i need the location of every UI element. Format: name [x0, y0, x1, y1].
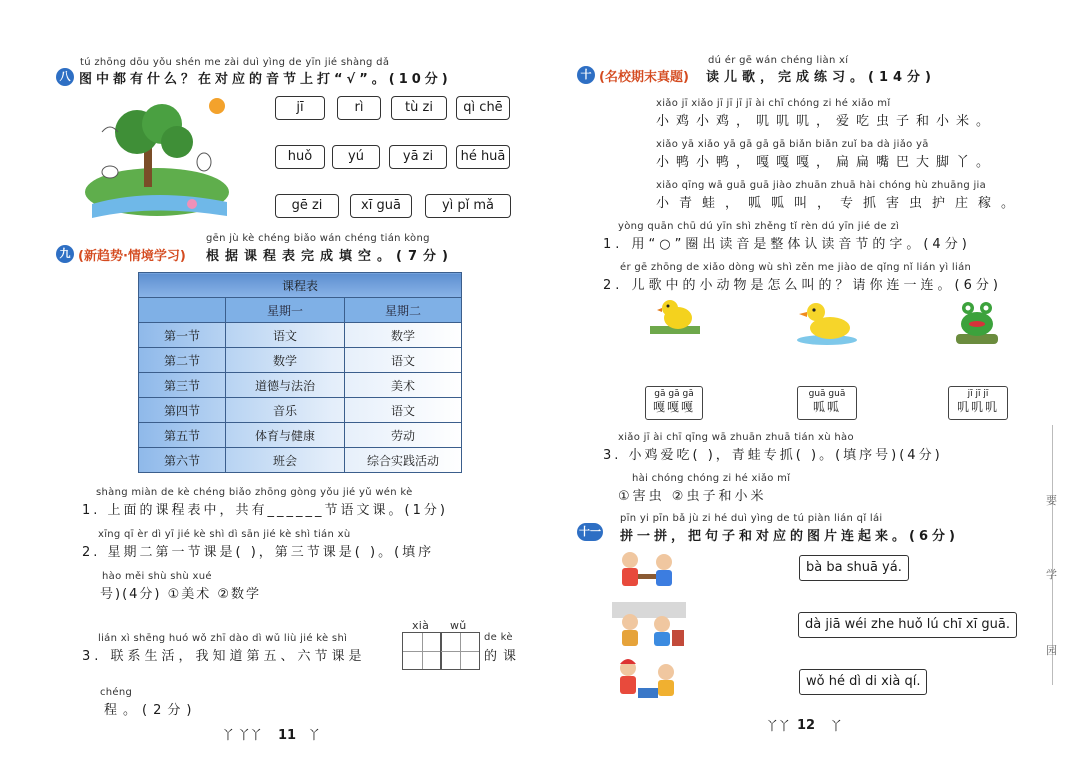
q9-1-text: 1. 上面的课程表中，共有______节语文课。(1分): [82, 503, 448, 518]
option-ri[interactable]: rì: [337, 96, 381, 120]
tuesday-subject: 语文: [345, 398, 462, 423]
park-scene-illustration: [82, 92, 232, 222]
section-10-title-pinyin: dú ér gē wán chéng liàn xí: [708, 55, 849, 66]
monday-subject: 语文: [226, 323, 345, 348]
section-9-title: 根据课程表完成填空。(7分): [206, 249, 454, 264]
table-row: [139, 448, 462, 473]
tree-trunk: [144, 147, 152, 187]
table-row: [139, 323, 462, 348]
brushing-teeth-illustration: [612, 548, 684, 594]
sound-hanzi: 呱呱: [812, 400, 841, 414]
period-label: 第二节: [139, 348, 226, 373]
sound-box-guagua[interactable]: [797, 386, 857, 420]
sentence-box-2[interactable]: dà jiā wéi zhe huǒ lú chī xī guā.: [798, 612, 1017, 638]
q9-2b-text: 号)(4分) ①美术 ②数学: [100, 587, 262, 602]
option-hehua[interactable]: hé huā: [456, 145, 510, 169]
sentence-box-3[interactable]: wǒ hé dì di xià qí.: [799, 669, 927, 695]
page-ornament: 丫: [830, 719, 843, 733]
schedule-header-cell: [139, 298, 226, 323]
tuesday-subject: 美术: [345, 373, 462, 398]
rabbit-icon: [197, 153, 211, 171]
period-label: 第六节: [139, 448, 226, 473]
page-ornament: 丫 丫丫: [222, 728, 262, 742]
monday-subject: 数学: [226, 348, 345, 373]
q9-3b-pinyin: chéng: [100, 687, 133, 698]
sound-pinyin: gā gā gā: [654, 389, 694, 399]
section-8-badge: 八: [56, 68, 74, 86]
monday-subject: 班会: [226, 448, 345, 473]
option-huo[interactable]: huǒ: [275, 145, 325, 169]
q10-3b-pinyin: hài chóng chóng zi hé xiǎo mǐ: [632, 473, 791, 484]
section-8-title-pinyin: tú zhōng dōu yǒu shén me zài duì yìng de yīn jié shàng dǎ: [80, 57, 390, 68]
q9-2-text: 2. 星期二第一节课是( )，第三节课是( )。(填序: [82, 545, 435, 560]
sound-pinyin: jī jī jī: [967, 389, 989, 399]
q10-1-pinyin: yòng quān chū dú yīn shì zhěng tǐ rèn dú yīn jié de zì: [618, 221, 900, 232]
frog-illustration: [954, 296, 1000, 346]
option-xigua[interactable]: xī guā: [350, 194, 412, 218]
answer-grid-cell-2[interactable]: [440, 632, 480, 670]
period-label: 第五节: [139, 423, 226, 448]
poem-line-3: 小青蛙，呱呱叫，专抓害虫护庄稼。: [656, 196, 1025, 211]
q10-1-text: 1. 用“○”圈出读音是整体认读音节的字。(4分): [603, 237, 971, 252]
spine-text-1: 要: [1046, 494, 1057, 507]
lotus-icon: [187, 199, 197, 209]
period-label: 第一节: [139, 323, 226, 348]
tuesday-subject: 语文: [345, 348, 462, 373]
section-9-badge: 九: [56, 245, 74, 263]
duck-illustration: [796, 296, 858, 346]
spine-text-3: 园: [1046, 644, 1057, 657]
option-yazi[interactable]: yā zi: [389, 145, 447, 169]
period-label: 第三节: [139, 373, 226, 398]
tuesday-subject: 综合实践活动: [345, 448, 462, 473]
sound-hanzi: 叽叽叽: [956, 400, 999, 414]
poem-line-2: 小鸭小鸭，嘎嘎嘎，扁扁嘴巴大脚丫。: [656, 155, 997, 170]
tuesday-subject: 劳动: [345, 423, 462, 448]
monday-subject: 体育与健康: [226, 423, 345, 448]
eating-watermelon-illustration: [612, 602, 686, 650]
q9-3-pinyin: lián xì shēng huó wǒ zhī dào dì wǔ liù jié kè shì: [98, 633, 348, 644]
section-10-badge: 十: [577, 66, 595, 84]
sentence-box-1[interactable]: bà ba shuā yá.: [799, 555, 909, 581]
poem-line-2-pinyin: xiǎo yā xiǎo yā gā gā gā biǎn biǎn zuǐ ba dà jiǎo yā: [656, 139, 929, 150]
q9-3-end-pinyin: de kè: [484, 632, 513, 643]
section-10-tag: (名校期末真题): [599, 70, 689, 85]
sound-box-jijiji[interactable]: [948, 386, 1008, 420]
q10-2-pinyin: ér gē zhōng de xiǎo dòng wù shì zěn me jiào de qǐng nǐ lián yì lián: [620, 262, 972, 273]
schedule-header-tuesday: 星期二: [345, 298, 462, 323]
q9-2-pinyin: xīng qī èr dì yī jié kè shì dì sān jié kè shì tián xù: [98, 529, 351, 540]
option-qiche[interactable]: qì chē: [456, 96, 510, 120]
section-10-title: 读儿歌，完成练习。(14分): [706, 70, 936, 85]
option-gezi[interactable]: gē zi: [275, 194, 339, 218]
page-ornament: 丫: [308, 728, 321, 742]
table-row: [139, 423, 462, 448]
q10-3-text: 3. 小鸡爱吃( )，青蛙专抓( )。(填序号)(4分): [603, 448, 943, 463]
period-label: 第四节: [139, 398, 226, 423]
q9-1-pinyin: shàng miàn de kè chéng biǎo zhōng gòng yǒu jié yǔ wén kè: [96, 487, 413, 498]
spine-text-2: 学: [1046, 568, 1057, 581]
section-11-title-pinyin: pīn yi pīn bǎ jù zi hé duì yìng de tú piàn lián qǐ lái: [620, 513, 883, 524]
table-row: [139, 373, 462, 398]
section-9-tag: (新趋势·情境学习): [78, 249, 186, 264]
page-number-right: 12: [797, 718, 816, 733]
q9-3-text: 3. 联系生活，我知道第五、六节课是: [82, 649, 366, 664]
monday-subject: 道德与法治: [226, 373, 345, 398]
playing-chess-illustration: [612, 656, 686, 704]
section-9-title-pinyin: gēn jù kè chéng biǎo wán chéng tián kòng: [206, 233, 430, 244]
chick-illustration: [650, 296, 700, 336]
option-ji[interactable]: jī: [275, 96, 325, 120]
poem-line-1-pinyin: xiǎo jī xiǎo jī jī jī jī ài chī chóng zi hé xiǎo mǐ: [656, 98, 891, 109]
poem-line-1: 小鸡小鸡，叽叽叽，爱吃虫子和小米。: [656, 114, 997, 129]
sun-icon: [209, 98, 225, 114]
section-8-title: 图中都有什么？在对应的音节上打“√”。(10分): [79, 72, 452, 87]
tuesday-subject: 数学: [345, 323, 462, 348]
schedule-header-monday: 星期一: [226, 298, 345, 323]
q9-3-grid-pinyin-1: xià: [412, 619, 430, 632]
poem-line-3-pinyin: xiǎo qīng wā guā guā jiào zhuān zhuā hài chóng hù zhuāng jia: [656, 180, 987, 191]
option-yipima[interactable]: yì pǐ mǎ: [425, 194, 511, 218]
table-row: [139, 398, 462, 423]
schedule-caption: 课程表: [139, 273, 462, 298]
option-yu[interactable]: yú: [332, 145, 380, 169]
page-number-left: 11: [278, 728, 297, 743]
section-11-title: 拼一拼，把句子和对应的图片连起来。(6分): [620, 529, 959, 544]
sound-pinyin: guā guā: [808, 389, 846, 399]
page-ornament: 丫丫: [766, 719, 791, 733]
table-row: [139, 348, 462, 373]
rabbit-icon: [102, 166, 118, 178]
monday-subject: 音乐: [226, 398, 345, 423]
sound-hanzi: 嘎嘎嘎: [652, 400, 695, 414]
q9-3-end-text: 的课: [484, 649, 523, 664]
q9-3b-text: 程。(2分): [104, 703, 198, 718]
q9-2b-pinyin: hào měi shù shù xué: [102, 571, 212, 582]
section-11-badge: 十一: [577, 523, 603, 541]
q10-2-text: 2. 儿歌中的小动物是怎么叫的？请你连一连。(6分): [603, 278, 1002, 293]
q10-3b-text: ①害虫 ②虫子和小米: [618, 489, 767, 504]
option-tuzi[interactable]: tù zi: [391, 96, 447, 120]
schedule-table: [138, 272, 462, 473]
sound-box-gagaga[interactable]: [645, 386, 703, 420]
q9-3-grid-pinyin-2: wǔ: [450, 619, 467, 632]
q10-3-pinyin: xiǎo jī ài chī qīng wā zhuān zhuā tián xù hào: [618, 432, 854, 443]
answer-grid-cell-1[interactable]: [402, 632, 442, 670]
